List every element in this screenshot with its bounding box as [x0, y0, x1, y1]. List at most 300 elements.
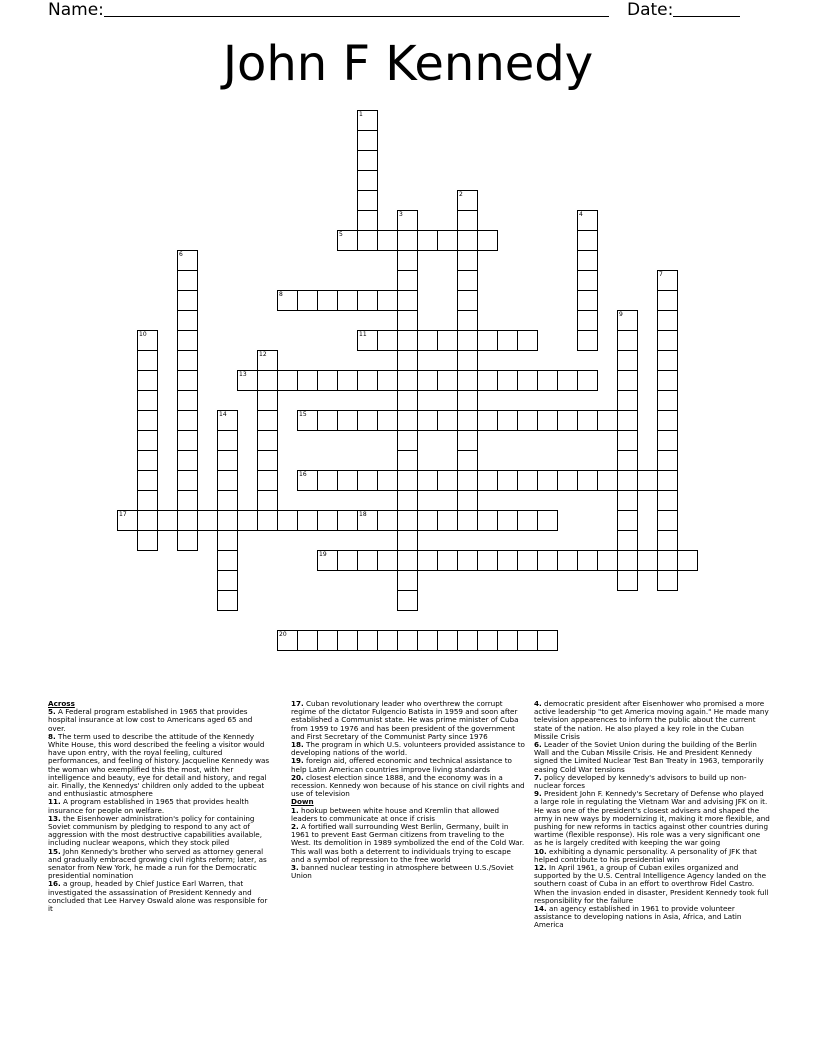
grid-cell[interactable]	[137, 510, 158, 531]
grid-cell[interactable]	[197, 510, 218, 531]
grid-cell[interactable]	[357, 550, 378, 571]
grid-cell[interactable]	[577, 370, 598, 391]
grid-cell[interactable]	[537, 510, 558, 531]
grid-cell[interactable]	[657, 470, 678, 491]
grid-cell[interactable]	[297, 510, 318, 531]
grid-cell[interactable]	[217, 510, 238, 531]
cell-number: 14	[219, 411, 227, 418]
clue-number: 12.	[534, 863, 547, 873]
grid-cell[interactable]	[477, 330, 498, 351]
grid-cell[interactable]	[657, 550, 678, 571]
cell-number: 19	[319, 551, 327, 558]
clue-text: The term used to describe the attitude of the Kennedy White House, this word described the feeling a visitor would have upon entry, with the royal feeling, cultured performances, and feeling of history. Jacqueline Kennedy was the woman who exemplified this the most, with her intelligence and beauty, eye for detail and history, and regal air. Finally, the Kennedys' children only added to the upbeat and enthusiastic atmosphere	[48, 731, 270, 799]
grid-cell[interactable]	[397, 350, 418, 371]
clue-across-17	[291, 700, 525, 741]
date-blank-line[interactable]	[673, 16, 740, 17]
cell-number: 2	[459, 191, 463, 198]
clue-across-11	[48, 798, 272, 814]
grid-cell[interactable]	[417, 550, 438, 571]
grid-cell[interactable]	[577, 250, 598, 271]
grid-cell[interactable]	[617, 330, 638, 351]
grid-cell[interactable]	[577, 310, 598, 331]
cell-number: 5	[339, 231, 343, 238]
grid-cell[interactable]	[137, 370, 158, 391]
clue-number: 11.	[48, 797, 61, 807]
grid-cell[interactable]	[377, 550, 398, 571]
grid-cell[interactable]	[577, 470, 598, 491]
grid-cell[interactable]	[397, 210, 418, 231]
grid-cell[interactable]	[297, 290, 318, 311]
grid-cell[interactable]	[297, 370, 318, 391]
grid-cell[interactable]	[437, 510, 458, 531]
clue-text: The program in which U.S. volunteers provided assistance to developing nations of the world.	[291, 740, 525, 758]
puzzle-title: John F Kennedy	[222, 36, 594, 92]
grid-cell[interactable]	[437, 230, 458, 251]
cell-number: 20	[279, 631, 287, 638]
grid-cell[interactable]	[217, 470, 238, 491]
clue-down-2	[291, 823, 525, 864]
grid-cell[interactable]	[577, 230, 598, 251]
grid-cell[interactable]	[137, 410, 158, 431]
cell-number: 4	[579, 211, 583, 218]
clue-number: 4.	[534, 699, 542, 708]
cell-number: 18	[359, 511, 367, 518]
clue-across-18	[291, 741, 525, 757]
grid-cell[interactable]	[457, 330, 478, 351]
grid-cell[interactable]	[437, 330, 458, 351]
grid-cell[interactable]	[177, 330, 198, 351]
grid-cell[interactable]	[217, 550, 238, 571]
grid-cell[interactable]	[177, 470, 198, 491]
grid-cell[interactable]	[557, 410, 578, 431]
grid-cell[interactable]	[397, 450, 418, 471]
grid-cell[interactable]	[337, 550, 358, 571]
cell-number: 16	[299, 471, 307, 478]
grid-cell[interactable]	[657, 330, 678, 351]
grid-cell[interactable]	[377, 290, 398, 311]
grid-cell[interactable]	[557, 550, 578, 571]
grid-cell[interactable]	[457, 370, 478, 391]
grid-cell[interactable]	[437, 370, 458, 391]
grid-cell[interactable]	[357, 110, 378, 131]
grid-cell[interactable]	[277, 630, 298, 651]
grid-cell[interactable]	[397, 290, 418, 311]
grid-cell[interactable]	[357, 330, 378, 351]
grid-cell[interactable]	[477, 370, 498, 391]
grid-cell[interactable]	[377, 470, 398, 491]
grid-cell[interactable]	[577, 270, 598, 291]
grid-cell[interactable]	[437, 550, 458, 571]
grid-cell[interactable]	[657, 410, 678, 431]
grid-cell[interactable]	[217, 530, 238, 551]
grid-cell[interactable]	[177, 410, 198, 431]
grid-cell[interactable]	[457, 230, 478, 251]
grid-cell[interactable]	[617, 510, 638, 531]
grid-cell[interactable]	[397, 550, 418, 571]
grid-cell[interactable]	[497, 370, 518, 391]
grid-cell[interactable]	[657, 530, 678, 551]
grid-cell[interactable]	[317, 470, 338, 491]
grid-cell[interactable]	[617, 390, 638, 411]
grid-cell[interactable]	[457, 350, 478, 371]
clue-down-14	[534, 905, 770, 930]
clue-text: hookup between white house and Kremlin that allowed leaders to communicate at once if crisis	[291, 805, 500, 823]
grid-cell[interactable]	[157, 510, 178, 531]
grid-cell[interactable]	[397, 590, 418, 611]
grid-cell[interactable]	[617, 450, 638, 471]
grid-cell[interactable]	[357, 630, 378, 651]
grid-cell[interactable]	[177, 490, 198, 511]
grid-cell[interactable]	[617, 370, 638, 391]
grid-cell[interactable]	[297, 410, 318, 431]
grid-cell[interactable]	[437, 410, 458, 431]
grid-cell[interactable]	[497, 630, 518, 651]
grid-cell[interactable]	[177, 290, 198, 311]
grid-cell[interactable]	[617, 490, 638, 511]
grid-cell[interactable]	[417, 410, 438, 431]
grid-cell[interactable]	[137, 490, 158, 511]
grid-cell[interactable]	[397, 250, 418, 271]
grid-cell[interactable]	[257, 430, 278, 451]
grid-cell[interactable]	[457, 410, 478, 431]
grid-cell[interactable]	[137, 470, 158, 491]
grid-cell[interactable]	[377, 630, 398, 651]
grid-cell[interactable]	[617, 470, 638, 491]
grid-cell[interactable]	[177, 390, 198, 411]
grid-cell[interactable]	[217, 590, 238, 611]
grid-cell[interactable]	[557, 470, 578, 491]
clue-down-1	[291, 807, 525, 823]
grid-cell[interactable]	[177, 270, 198, 291]
cell-number: 11	[359, 331, 367, 338]
grid-cell[interactable]	[477, 410, 498, 431]
grid-cell[interactable]	[537, 470, 558, 491]
grid-cell[interactable]	[537, 370, 558, 391]
grid-cell[interactable]	[137, 350, 158, 371]
grid-cell[interactable]	[317, 290, 338, 311]
grid-cell[interactable]	[617, 410, 638, 431]
grid-cell[interactable]	[257, 470, 278, 491]
grid-cell[interactable]	[457, 190, 478, 211]
grid-cell[interactable]	[317, 510, 338, 531]
grid-cell[interactable]	[397, 230, 418, 251]
grid-cell[interactable]	[417, 630, 438, 651]
grid-cell[interactable]	[457, 490, 478, 511]
grid-cell[interactable]	[437, 470, 458, 491]
cell-number: 3	[399, 211, 403, 218]
grid-cell[interactable]	[377, 370, 398, 391]
clue-number: 2.	[291, 822, 299, 832]
grid-cell[interactable]	[637, 470, 658, 491]
grid-cell[interactable]	[497, 410, 518, 431]
grid-cell[interactable]	[137, 330, 158, 351]
grid-cell[interactable]	[577, 210, 598, 231]
clue-number: 1.	[291, 805, 299, 815]
grid-cell[interactable]	[517, 510, 538, 531]
grid-cell[interactable]	[217, 570, 238, 591]
clue-across-5	[48, 708, 272, 733]
grid-cell[interactable]	[457, 450, 478, 471]
grid-cell[interactable]	[257, 490, 278, 511]
grid-cell[interactable]	[417, 330, 438, 351]
grid-cell[interactable]	[657, 350, 678, 371]
grid-cell[interactable]	[457, 470, 478, 491]
grid-cell[interactable]	[357, 470, 378, 491]
grid-cell[interactable]	[357, 170, 378, 191]
grid-cell[interactable]	[377, 230, 398, 251]
grid-cell[interactable]	[177, 310, 198, 331]
cell-number: 17	[119, 511, 127, 518]
grid-cell[interactable]	[397, 490, 418, 511]
grid-cell[interactable]	[357, 510, 378, 531]
name-label: Name:	[48, 0, 104, 20]
grid-cell[interactable]	[337, 370, 358, 391]
grid-cell[interactable]	[397, 410, 418, 431]
grid-cell[interactable]	[457, 210, 478, 231]
clue-text: a group, headed by Chief Justice Earl Warren, that investigated the assassination of President Kennedy and concluded that Lee Harvey Oswald alone was responsible for it	[48, 879, 268, 914]
grid-cell[interactable]	[417, 510, 438, 531]
grid-cell[interactable]	[317, 370, 338, 391]
grid-cell[interactable]	[397, 530, 418, 551]
grid-cell[interactable]	[397, 330, 418, 351]
clue-number: 10.	[534, 846, 547, 856]
grid-cell[interactable]	[137, 450, 158, 471]
grid-cell[interactable]	[457, 630, 478, 651]
grid-cell[interactable]	[357, 290, 378, 311]
grid-cell[interactable]	[577, 290, 598, 311]
grid-cell[interactable]	[357, 230, 378, 251]
grid-cell[interactable]	[597, 550, 618, 571]
grid-cell[interactable]	[657, 490, 678, 511]
grid-cell[interactable]	[237, 370, 258, 391]
clue-number: 8.	[48, 731, 56, 741]
grid-cell[interactable]	[257, 450, 278, 471]
grid-cell[interactable]	[457, 510, 478, 531]
grid-cell[interactable]	[497, 510, 518, 531]
grid-cell[interactable]	[617, 310, 638, 331]
grid-cell[interactable]	[277, 510, 298, 531]
grid-cell[interactable]	[137, 530, 158, 551]
clue-down-9	[534, 790, 770, 847]
grid-cell[interactable]	[397, 310, 418, 331]
grid-cell[interactable]	[417, 370, 438, 391]
grid-cell[interactable]	[497, 550, 518, 571]
grid-cell[interactable]	[537, 550, 558, 571]
grid-cell[interactable]	[237, 510, 258, 531]
grid-cell[interactable]	[657, 270, 678, 291]
grid-cell[interactable]	[657, 310, 678, 331]
clue-across-16	[48, 880, 272, 913]
grid-cell[interactable]	[397, 470, 418, 491]
clue-text: A fortified wall surrounding West Berlin, Germany, built in 1961 to prevent East German citizens from traveling to the West. Its demolition in 1989 symbolized the end of the Cold War. This wall was both a deterrent to individuals trying to escape and a symbol of repression to the free world	[291, 822, 525, 864]
clue-down-12	[534, 864, 770, 905]
grid-cell[interactable]	[217, 490, 238, 511]
grid-cell[interactable]	[377, 510, 398, 531]
grid-cell[interactable]	[497, 470, 518, 491]
grid-cell[interactable]	[377, 410, 398, 431]
grid-cell[interactable]	[357, 150, 378, 171]
grid-cell[interactable]	[457, 270, 478, 291]
grid-cell[interactable]	[297, 470, 318, 491]
grid-cell[interactable]	[457, 430, 478, 451]
clue-text: In April 1961, a group of Cuban exiles organized and supported by the U.S. Central Intelligence Agency landed on the southern coast of Cuba in an effort to overthrow Fidel Castro. When the invasion ended in disaster, President Kennedy took full responsibility for the failure	[534, 863, 769, 905]
grid-cell[interactable]	[477, 510, 498, 531]
grid-cell[interactable]	[377, 330, 398, 351]
clue-column-2	[291, 700, 525, 880]
clue-text: the Eisenhower administration's policy for containing Soviet communism by pledging to respond to any act of aggression with the most destructive capabilities available, including nuclear weapons, which they stock piled	[48, 813, 262, 848]
grid-cell[interactable]	[577, 550, 598, 571]
clue-down-10	[534, 848, 770, 864]
grid-cell[interactable]	[337, 470, 358, 491]
grid-cell[interactable]	[337, 410, 358, 431]
grid-cell[interactable]	[177, 250, 198, 271]
grid-cell[interactable]	[637, 550, 658, 571]
grid-cell[interactable]	[177, 510, 198, 531]
clue-down-4	[534, 700, 770, 741]
clue-text: closest election since 1888, and the economy was in a recession. Kennedy won because of his stance on civil rights and use of television	[291, 772, 525, 799]
grid-cell[interactable]	[397, 630, 418, 651]
grid-cell[interactable]	[357, 130, 378, 151]
grid-cell[interactable]	[457, 250, 478, 271]
grid-cell[interactable]	[277, 290, 298, 311]
grid-cell[interactable]	[417, 230, 438, 251]
grid-cell[interactable]	[337, 290, 358, 311]
grid-cell[interactable]	[317, 550, 338, 571]
grid-cell[interactable]	[517, 370, 538, 391]
grid-cell[interactable]	[177, 370, 198, 391]
clue-number: 5.	[48, 707, 56, 717]
grid-cell[interactable]	[277, 370, 298, 391]
grid-cell[interactable]	[617, 350, 638, 371]
cell-number: 12	[259, 351, 267, 358]
clue-number: 6.	[534, 740, 542, 750]
grid-cell[interactable]	[137, 390, 158, 411]
grid-cell[interactable]	[357, 210, 378, 231]
grid-cell[interactable]	[337, 630, 358, 651]
grid-cell[interactable]	[657, 290, 678, 311]
grid-cell[interactable]	[177, 450, 198, 471]
grid-cell[interactable]	[657, 450, 678, 471]
grid-cell[interactable]	[617, 550, 638, 571]
cell-number: 1	[359, 111, 363, 118]
grid-cell[interactable]	[597, 470, 618, 491]
cell-number: 9	[619, 311, 623, 318]
grid-cell[interactable]	[577, 410, 598, 431]
grid-cell[interactable]	[457, 390, 478, 411]
grid-cell[interactable]	[457, 290, 478, 311]
grid-cell[interactable]	[317, 410, 338, 431]
grid-cell[interactable]	[477, 230, 498, 251]
grid-cell[interactable]	[517, 630, 538, 651]
grid-cell[interactable]	[177, 530, 198, 551]
grid-cell[interactable]	[517, 330, 538, 351]
grid-cell[interactable]	[257, 510, 278, 531]
grid-cell[interactable]	[397, 270, 418, 291]
grid-cell[interactable]	[477, 630, 498, 651]
clue-text: exhibiting a dynamic personality. A personality of JFK that helped contribute to his presidential win	[534, 846, 757, 864]
clue-text: an agency established in 1961 to provide volunteer assistance to developing nations in Asia, Africa, and Latin America	[534, 904, 742, 930]
cell-number: 15	[299, 411, 307, 418]
clue-number: 9.	[534, 789, 542, 799]
grid-cell[interactable]	[217, 410, 238, 431]
grid-cell[interactable]	[337, 230, 358, 251]
grid-cell[interactable]	[517, 410, 538, 431]
grid-cell[interactable]	[657, 390, 678, 411]
clue-text: Leader of the Soviet Union during the building of the Berlin Wall and the Cuban Missile Crisis. He and President Kennedy signed the Limited Nuclear Test Ban Treaty in 1963, temporarily easing Cold War tensions	[534, 740, 764, 774]
clue-text: Cuban revolutionary leader who overthrew the corrupt regime of the dictator Fulgencio Batista in 1959 and soon after established a Communist state. He was prime minister of Cuba from 1959 to 1976 and has been president of the government and First Secretary of the Communist Party since 1976	[291, 699, 519, 741]
grid-cell[interactable]	[517, 470, 538, 491]
grid-cell[interactable]	[397, 430, 418, 451]
grid-cell[interactable]	[657, 370, 678, 391]
grid-cell[interactable]	[257, 410, 278, 431]
grid-cell[interactable]	[317, 630, 338, 651]
grid-cell[interactable]	[617, 570, 638, 591]
grid-cell[interactable]	[657, 430, 678, 451]
grid-cell[interactable]	[537, 410, 558, 431]
grid-cell[interactable]	[617, 430, 638, 451]
grid-cell[interactable]	[657, 510, 678, 531]
grid-cell[interactable]	[437, 630, 458, 651]
clue-number: 17.	[291, 699, 304, 708]
clue-number: 15.	[48, 846, 61, 856]
grid-cell[interactable]	[257, 350, 278, 371]
clue-down-7	[534, 774, 770, 790]
grid-cell[interactable]	[577, 330, 598, 351]
clue-number: 14.	[534, 904, 547, 914]
name-blank-line[interactable]	[104, 16, 609, 17]
grid-cell[interactable]	[397, 370, 418, 391]
grid-cell[interactable]	[677, 550, 698, 571]
grid-cell[interactable]	[177, 430, 198, 451]
grid-cell[interactable]	[417, 470, 438, 491]
grid-cell[interactable]	[137, 430, 158, 451]
grid-cell[interactable]	[537, 630, 558, 651]
cell-number: 8	[279, 291, 283, 298]
clue-text: John Kennedy's brother who served as attorney general and gradually embraced growing civil rights reform; later, as senator from New York, he made a run for the Democratic presidential nomination	[48, 846, 267, 881]
clue-text: banned nuclear testing in atmosphere between U.S./Soviet Union	[291, 863, 514, 881]
grid-cell[interactable]	[397, 510, 418, 531]
grid-cell[interactable]	[357, 370, 378, 391]
cell-number: 7	[659, 271, 663, 278]
grid-cell[interactable]	[517, 550, 538, 571]
clue-number: 20.	[291, 772, 304, 782]
grid-cell[interactable]	[657, 570, 678, 591]
grid-cell[interactable]	[217, 450, 238, 471]
grid-cell[interactable]	[297, 630, 318, 651]
grid-cell[interactable]	[337, 510, 358, 531]
grid-cell[interactable]	[357, 190, 378, 211]
grid-cell[interactable]	[217, 430, 238, 451]
grid-cell[interactable]	[497, 330, 518, 351]
grid-cell[interactable]	[397, 570, 418, 591]
grid-cell[interactable]	[457, 310, 478, 331]
grid-cell[interactable]	[477, 470, 498, 491]
clue-across-13	[48, 815, 272, 848]
grid-cell[interactable]	[597, 410, 618, 431]
grid-cell[interactable]	[177, 350, 198, 371]
grid-cell[interactable]	[557, 370, 578, 391]
clue-across-15	[48, 848, 272, 881]
grid-cell[interactable]	[357, 410, 378, 431]
grid-cell[interactable]	[457, 550, 478, 571]
grid-cell[interactable]	[397, 390, 418, 411]
grid-cell[interactable]	[257, 390, 278, 411]
grid-cell[interactable]	[477, 550, 498, 571]
grid-cell[interactable]	[117, 510, 138, 531]
grid-cell[interactable]	[257, 370, 278, 391]
clue-down-6	[534, 741, 770, 774]
grid-cell[interactable]	[617, 530, 638, 551]
